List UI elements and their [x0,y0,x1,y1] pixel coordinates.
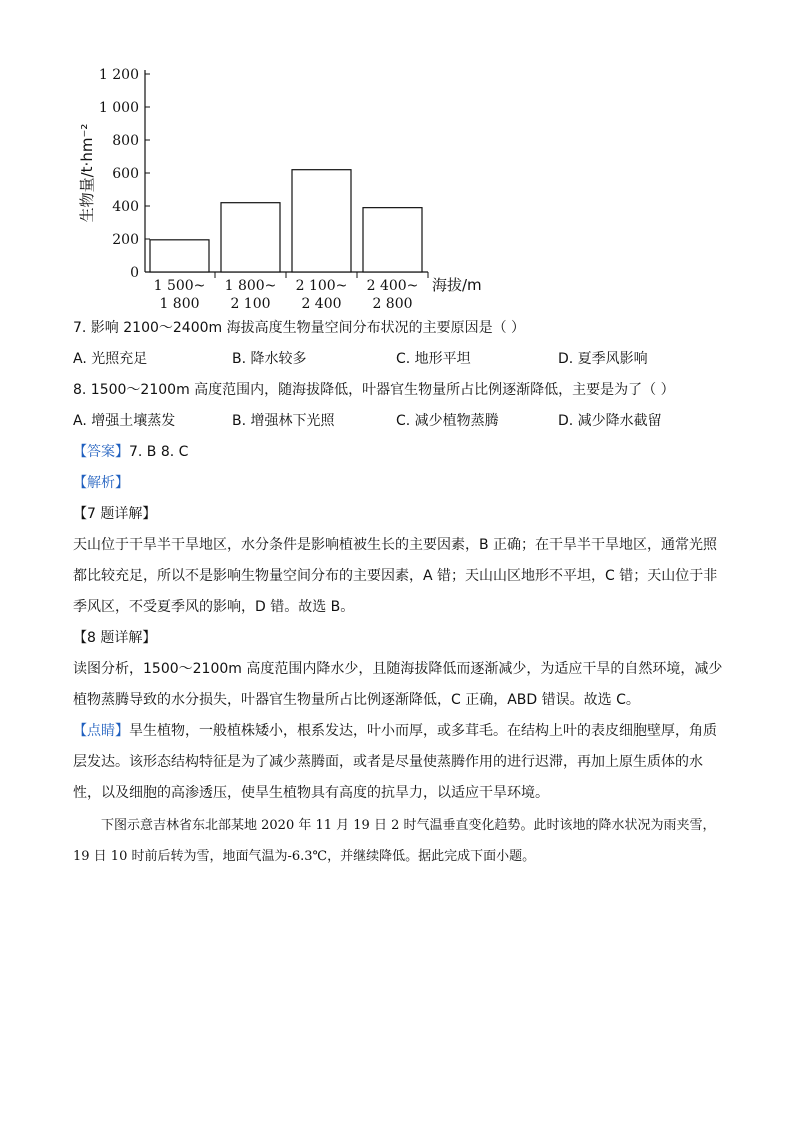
x-tick-label: 1 800 [159,296,200,310]
q8-option-c: C. 减少植物蒸腾 [396,413,499,429]
q7-option-d: D. 夏季风影响 [558,351,648,367]
analysis-tag: 【解析】 [73,475,129,491]
bar [292,170,351,272]
bar [150,240,209,272]
y-tick-label: 0 [130,265,139,281]
bar [221,203,280,272]
q7-option-a: A. 光照充足 [73,351,148,367]
detail-7-text: 天山位于干旱半干旱地区，水分条件是影响植被生长的主要因素，B 正确；在干旱半干旱地区，通常光照都比较充足，所以不是影响生物量空间分布的主要因素，A 错；天山山区地形不平坦，C 错；天山位于非季风区，不受夏季风的影响，D 错。故选 B。 [73,537,718,615]
x-tick-label: 1 800~ [224,278,277,294]
answer-tag: 【答案】 [73,444,129,460]
tip-paragraph [73,716,725,809]
detail-8-heading: 【8 题详解】 [73,630,157,646]
tip-text: 旱生植物，一般植株矮小，根系发达，叶小而厚，或多茸毛。在结构上叶的表皮细胞壁厚，角质层发达。该形态结构特征是为了减少蒸腾面，或者是尽量使蒸腾作用的进行迟滞，再加上原生质体的水性，以及细胞的高渗透压，使旱生植物具有高度的抗旱力，以适应干旱环境。 [73,723,717,801]
answer-text: 7. B 8. C [129,444,189,460]
y-axis-label: 生物量/t·hm⁻² [78,123,96,223]
q7-option-b: B. 降水较多 [232,351,307,367]
x-tick-label: 2 400 [301,296,342,310]
y-tick-label: 1 200 [98,67,139,83]
q8-option-b: B. 增强林下光照 [232,413,335,429]
x-axis-label: 海拔/m [432,276,482,294]
y-tick-label: 200 [112,232,139,248]
analysis-line [73,473,129,493]
y-tick-label: 600 [112,166,139,182]
x-tick-label: 2 400~ [366,278,419,294]
question-8-stem: 8. 1500～2100m 高度范围内，随海拔降低，叶器官生物量所占比例逐渐降低，主要是为了（ ） [73,382,675,398]
tip-tag: 【点睛】 [73,723,129,739]
detail-8-text: 读图分析，1500～2100m 高度范围内降水少，且随海拔降低而逐渐减少，为适应干旱的自然环境，减少植物蒸腾导致的水分损失，叶器官生物量所占比例逐渐降低，C 正确，ABD 错误。故选 C。 [73,661,723,708]
x-tick-label: 2 100~ [295,278,348,294]
y-tick-label: 400 [112,199,139,215]
answer-line [73,442,188,462]
biomass-bar-chart [60,60,500,310]
question-7-stem: 7. 影响 2100～2400m 海拔高度生物量空间分布状况的主要原因是（ ） [73,320,526,336]
x-tick-label: 2 100 [230,296,271,310]
x-tick-label: 2 800 [372,296,413,310]
x-tick-label: 1 500~ [153,278,206,294]
bar [363,208,422,272]
next-question-intro: 下图示意吉林省东北部某地 2020 年 11 月 19 日 2 时气温垂直变化趋势。此时该地的降水状况为雨夹雪，19 日 10 时前后转为雪，地面气温为-6.3℃，并继续降低。据此完成下面小题。 [73,818,716,864]
y-tick-label: 1 000 [98,100,139,116]
y-tick-label: 800 [112,133,139,149]
q8-option-d: D. 减少降水截留 [558,413,662,429]
q7-option-c: C. 地形平坦 [396,351,471,367]
q8-option-a: A. 增强土壤蒸发 [73,413,176,429]
detail-7-heading: 【7 题详解】 [73,506,157,522]
